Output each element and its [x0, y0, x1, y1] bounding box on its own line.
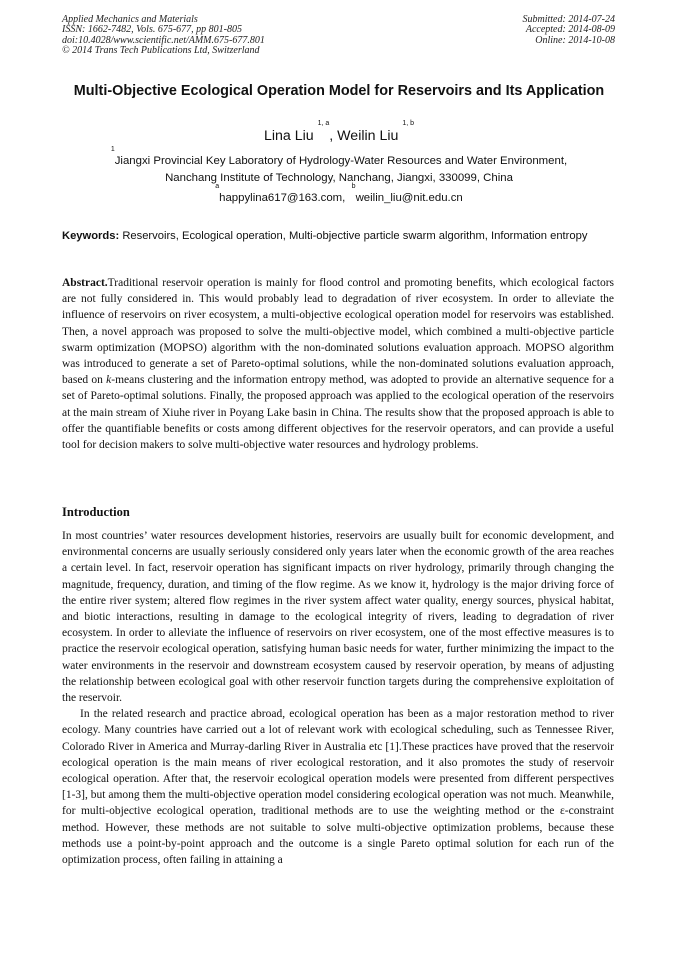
paragraph: In most countries’ water resources development histories, reservoirs are usually built for economic development, and environmental concerns are usually seriously considered only years later when the economic growth of the area reaches a certain level. In fact, reservoir operation has significant impacts on river hydrology, primarily through changing the magnitude, frequency, duration, and timing of the flow regime. As we know it, hydrology is the major driving force of the entire river system; altered flow regimes in the river system affect water quality, energy sources, physical habitat, and biotic interactions, resulting in damage to the ecological integrity of rivers, leading to degradation of river ecosystem. In order to alleviate the influence of reservoirs on river ecosystem, one of the most effective measures is to practice the reservoir ecological operation, satisfying human basic needs for water, further minimizing the impact to the water environments in the reservoir and downstream ecosystem caused by reservoir operation, by means of adjusting the relationship between ecological goal with other reservoir function targets during the comprehensive exploitation of the reservoir.: [62, 530, 614, 705]
introduction-body: [62, 528, 614, 868]
online-date: Online: 2014-10-08: [535, 34, 615, 46]
doi-line[interactable]: doi:10.4028/www.scientific.net/AMM.675-677.801: [62, 34, 265, 46]
abstract-text: Traditional reservoir operation is mainly for flood control and promoting benefits, which ecological factors are not fully considered in. This would probably lead to degradation of river ecosystem. In order to alleviate the influence of reservoirs on river ecosystem, a multi-objective ecological operation model for reservoirs was established. Then, a novel approach was proposed to solve the multi-objective model, which combined a multi-objective particle swarm optimization (MOPSO) algorithm with the non-dominated solutions evaluation approach. MOPSO algorithm was introduced to generate a set of Pareto-optimal solutions, while the non-dominated solutions evaluation approach, based on: [62, 277, 614, 387]
author-superscript: 1, a: [317, 120, 330, 127]
copyright-line: © 2014 Trans Tech Publications Ltd, Switzerland: [62, 45, 260, 57]
author-emails: [0, 183, 678, 207]
journal-name: Applied Mechanics and Materials: [62, 14, 198, 25]
affiliation: [62, 146, 616, 187]
email-link[interactable]: weilin_liu@nit.edu.cn: [355, 192, 463, 204]
email-link[interactable]: happylina617@163.com,: [219, 192, 346, 204]
abstract-text: -means clustering and the information entropy method, was adopted to provide an alternative sequence for a set of Pareto-optimal solutions. Finally, the proposed approach was applied to the ecological operation of the reservoirs at the main stream of Xiuhe river in Poyang Lake basin in China. The results show that the proposed approach is able to offer the quantifiable benefits or costs among different objectives for the reservoir operators, and can provide a useful tool for decision makers to solve multi-objective water resources and hydrology problems.: [62, 374, 615, 452]
keywords: [62, 229, 616, 244]
issn-line: ISSN: 1662-7482, Vols. 675-677, pp 801-805: [62, 24, 242, 36]
email-marker: b: [351, 183, 356, 190]
author-list: [0, 120, 678, 145]
journal-info: [62, 15, 265, 57]
abstract-italic-k: k: [106, 374, 112, 387]
paper-title: Multi-Objective Ecological Operation Model for Reservoirs and Its Application: [73, 83, 605, 99]
affiliation-line: Nanchang Institute of Technology, Nanchang, Jiangxi, 330099, China: [165, 172, 513, 184]
abstract: [62, 275, 614, 453]
affiliation-marker: 1: [110, 146, 115, 153]
paragraph: In the related research and practice abroad, ecological operation has been as a major restoration method to river ecology. Many countries have carried out a lot of relevant work with ecological scheduling, such as Tennessee River, Colorado River in America and Murray-darling River in Australia etc [1].These practices have proved that the reservoir ecological operation is the main means of river ecological restoration, and it also promotes the study of reservoir ecological operation. After that, the reservoir ecological operation models were presented from different perspectives [1-3], but among them the multi-objective operation model considering ecological operation was not much. Meanwhile, for multi-objective ecological operation, traditional methods are to use the weighting method or the ε-constraint method. However, these methods are not suitable to solve multi-objective optimization problems, because these methods use a point-by-point approach and the outcome is a single Pareto optimal solution for each run of the optimization process, often failing in attaining a: [62, 708, 614, 867]
keywords-label: Keywords:: [62, 230, 120, 242]
email-marker: a: [215, 183, 220, 190]
publication-dates: [523, 15, 616, 46]
keywords-text: Reservoirs, Ecological operation, Multi-objective particle swarm algorithm, Information entropy: [122, 230, 588, 242]
affiliation-line: Jiangxi Provincial Key Laboratory of Hydrology-Water Resources and Water Environment,: [114, 155, 568, 167]
author-name: Lina Liu: [263, 128, 314, 144]
author-separator: ,: [329, 128, 338, 144]
accepted-date: Accepted: 2014-08-09: [525, 24, 615, 36]
section-heading: Introduction: [62, 505, 130, 519]
author-name: Weilin Liu: [337, 128, 399, 144]
submitted-date: Submitted: 2014-07-24: [522, 14, 615, 25]
author-superscript: 1, b: [402, 120, 415, 127]
abstract-label: Abstract.: [62, 277, 108, 289]
